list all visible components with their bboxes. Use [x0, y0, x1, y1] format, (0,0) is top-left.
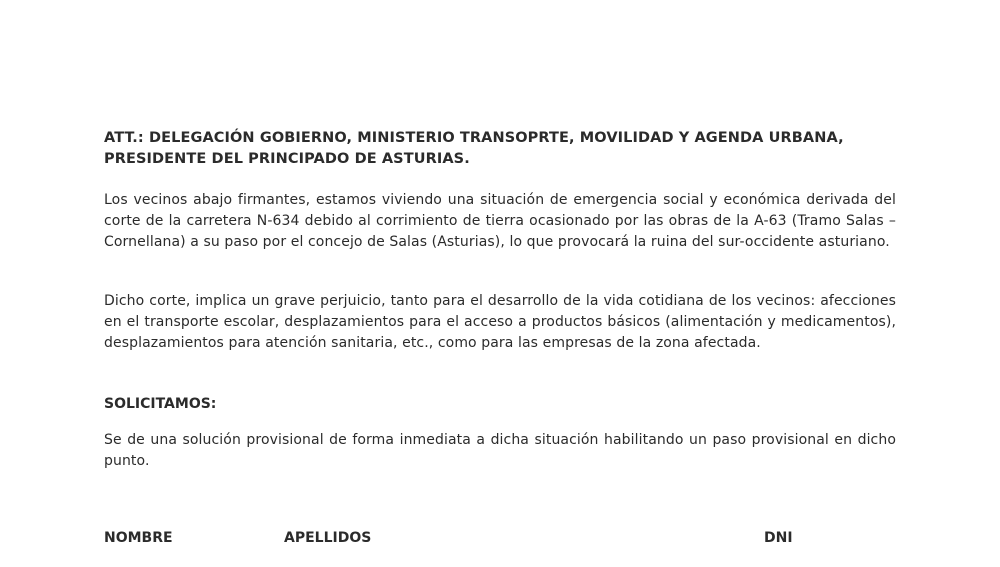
request-heading: SOLICITAMOS:: [104, 396, 217, 412]
impact-paragraph: Dicho corte, implica un grave perjuicio, tanto para el desarrollo de la vida cotidiana de los vecinos: afecciones en el transporte escolar, desplazamientos para el acceso a productos básicos (alimentación y medicamentos), desplazamientos para atención sanitaria, etc., como para las empresas de la zona afectada.: [104, 293, 896, 351]
document-body: [104, 128, 896, 546]
column-header-dni: DNI: [764, 530, 793, 546]
intro-paragraph: Los vecinos abajo firmantes, estamos viviendo una situación de emergencia social y económica derivada del corte de la carretera N-634 debido al corrimiento de tierra ocasionado por las obras de la A-63 (Tramo Salas – Cornellana) a su paso por el concejo de Salas (Asturias), lo que provocará la ruina del sur-occidente asturiano.: [104, 192, 896, 250]
signature-table-header: [104, 528, 896, 549]
column-header-nombre: NOMBRE: [104, 530, 173, 546]
column-header-apellidos: APELLIDOS: [284, 530, 372, 546]
addressee-heading: ATT.: DELEGACIÓN GOBIERNO, MINISTERIO TRANSOPRTE, MOVILIDAD Y AGENDA URBANA, PRESIDENTE DEL PRINCIPADO DE ASTURIAS.: [104, 130, 844, 167]
request-paragraph: Se de una solución provisional de forma inmediata a dicha situación habilitando un paso provisional en dicho punto.: [104, 432, 896, 469]
